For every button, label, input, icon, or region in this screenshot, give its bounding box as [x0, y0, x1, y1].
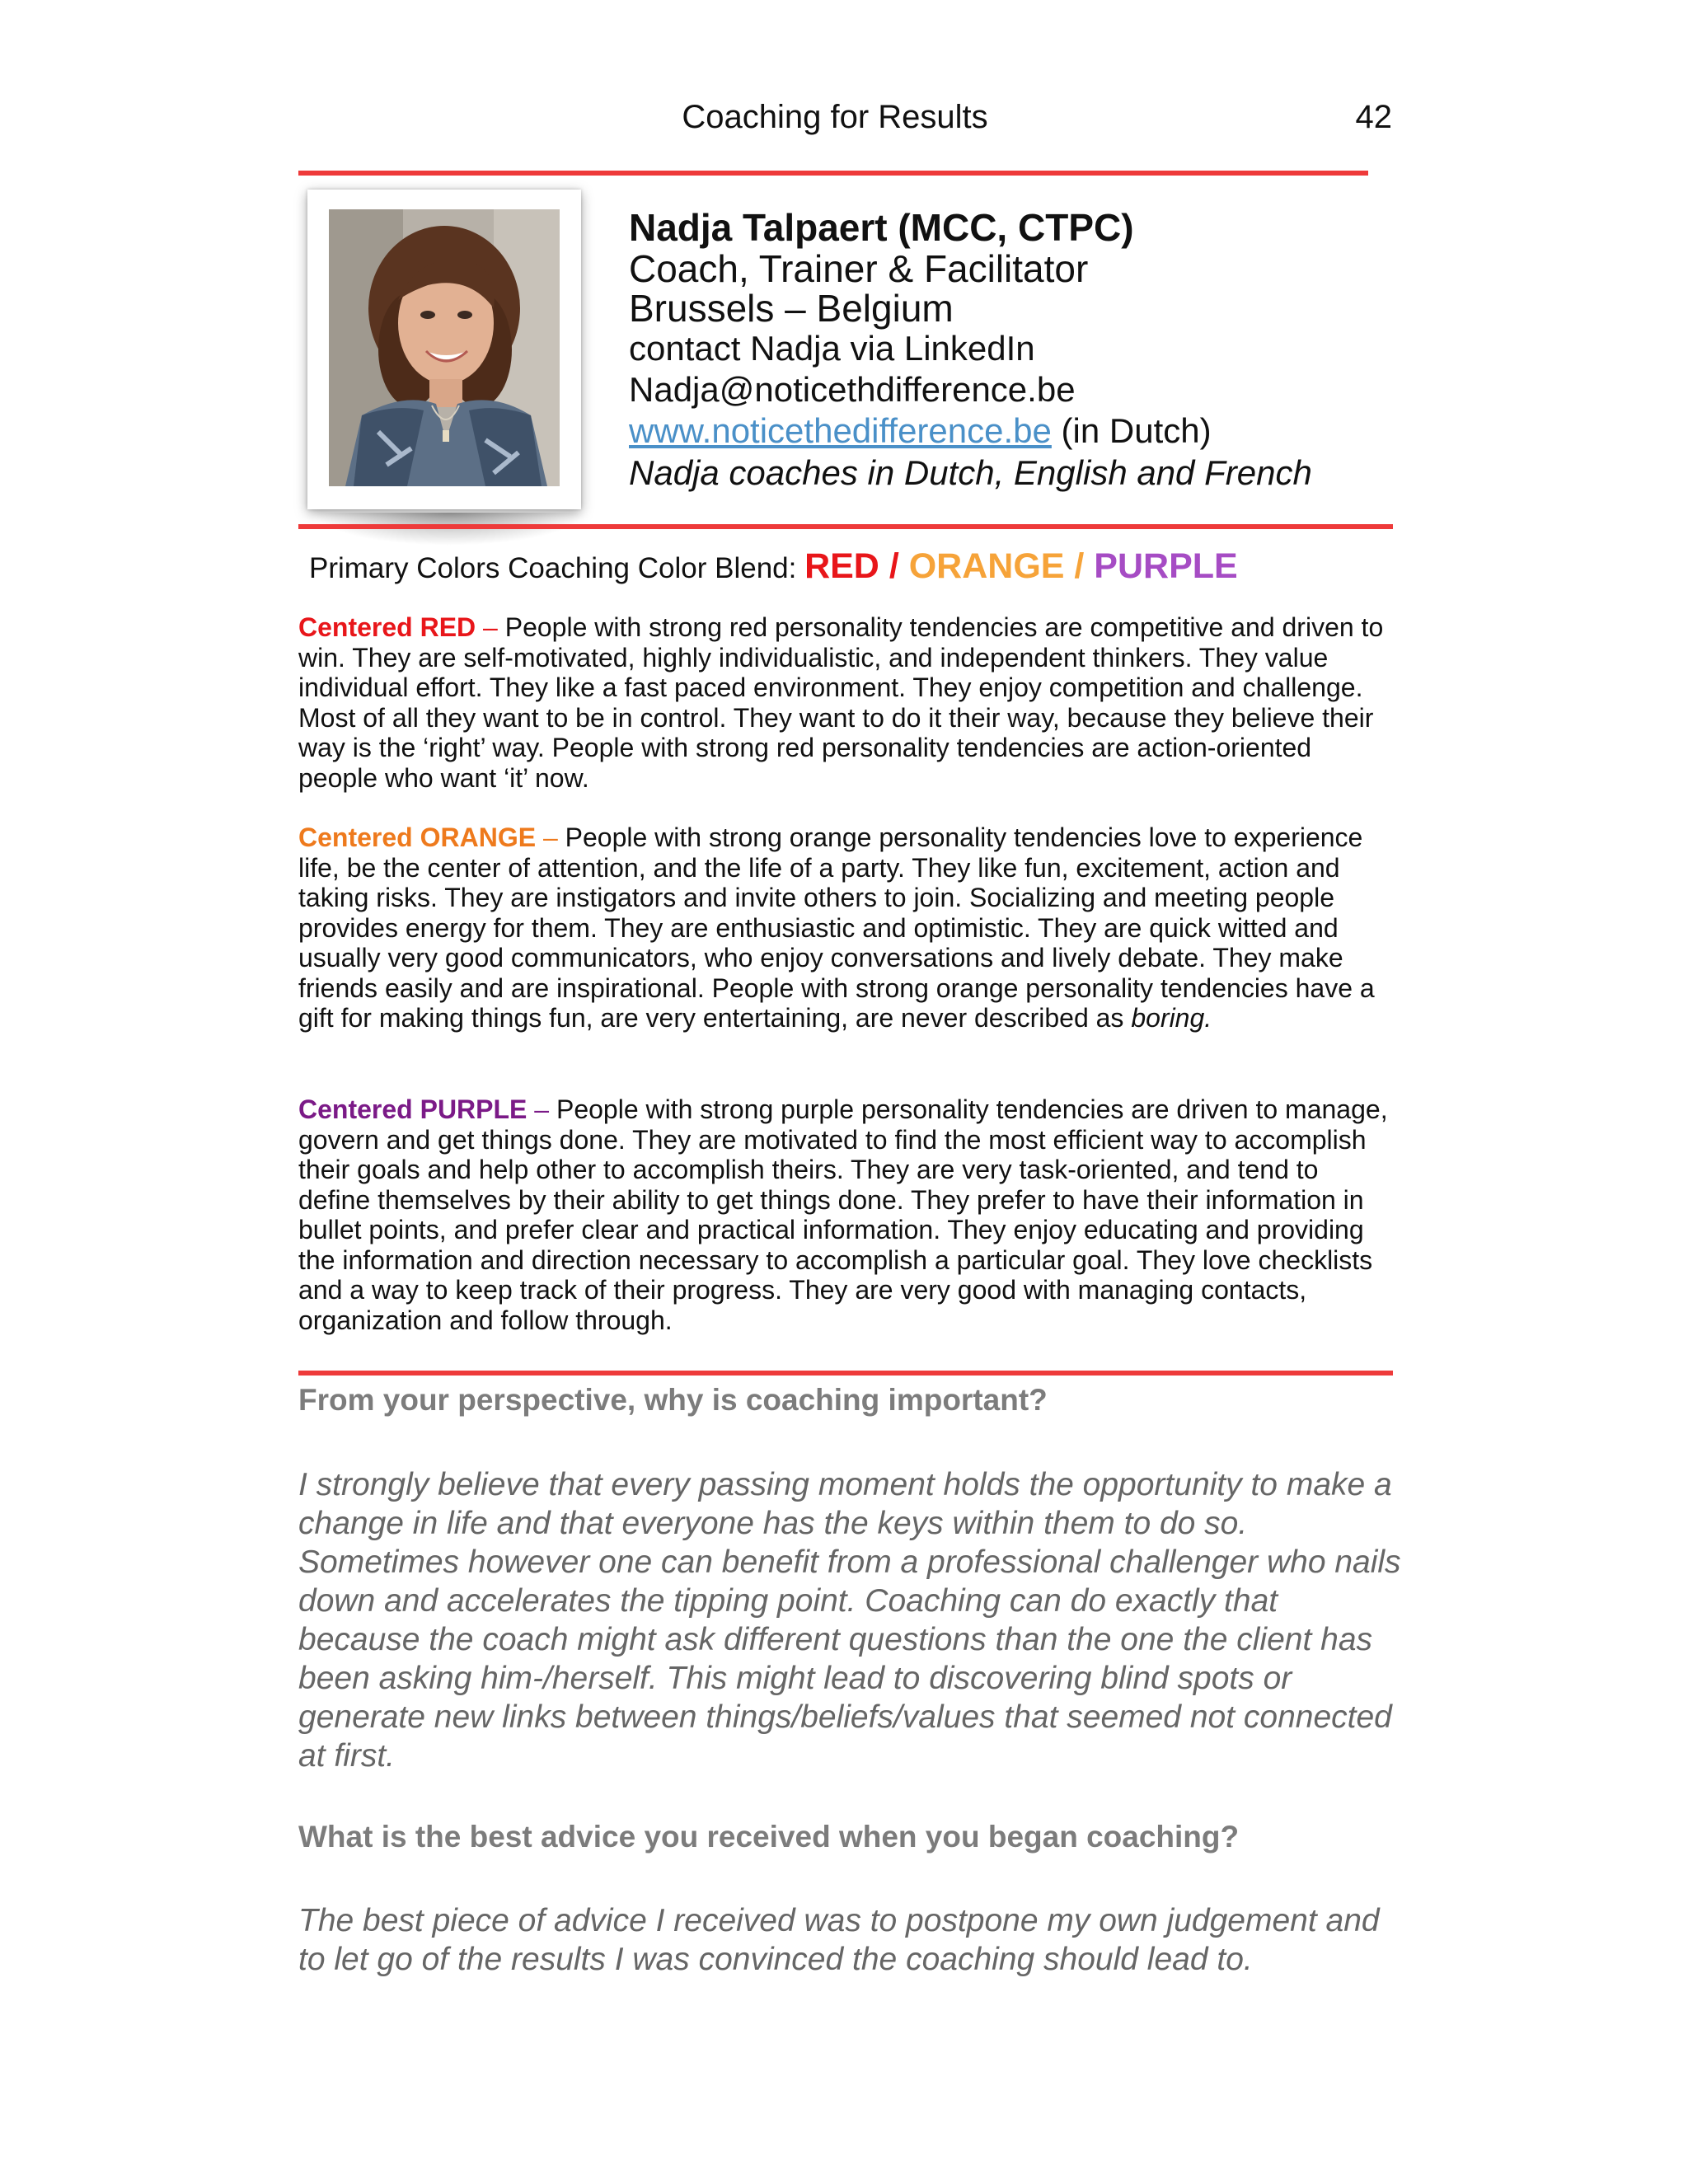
description-orange-text: People with strong orange personality tendencies love to experience life, be the center of attention, and the life of a party. They like fun, excitement, action and taking risks. They are instigators and invite others to join. Socializing and meeting people provides energy for them. They are enthusiastic and optimistic. They are quick witted and usually very good communicators, who enjoy conversations and lively debate. They make friends easily and are inspirational. People with strong orange personality tendencies have a gift for making things fun, are very entertaining, are never described as — [298, 823, 1375, 1033]
description-red-label: Centered RED — [298, 612, 476, 642]
profile-photo-frame — [307, 190, 581, 509]
color-blend-red: RED — [804, 546, 879, 586]
description-orange-dash: – — [536, 823, 565, 852]
description-red — [298, 612, 1395, 793]
color-blend-line — [309, 546, 1238, 587]
website-note: (in Dutch) — [1051, 411, 1212, 450]
description-red-dash: – — [476, 612, 505, 642]
description-purple — [298, 1094, 1395, 1335]
divider-middle — [298, 524, 1393, 529]
page-number: 42 — [1355, 99, 1392, 135]
profile-photo — [329, 209, 560, 486]
interview-question: From your perspective, why is coaching important? — [298, 1383, 1048, 1417]
website-link[interactable]: www.noticethedifference.be — [629, 411, 1052, 450]
color-blend-purple: PURPLE — [1094, 546, 1238, 586]
portrait-image — [329, 209, 560, 486]
running-header — [299, 99, 1392, 140]
divider-top — [298, 171, 1368, 176]
profile-city: Brussels – Belgium — [629, 287, 954, 330]
profile-email: Nadja@noticethdifference.be — [629, 370, 1076, 409]
interview-answer: I strongly believe that every passing moment holds the opportunity to make a change in life and that everyone has the keys within them to do so. Sometimes however one can benefit from a professional challenger who nails down and accelerates the tipping point. Coaching can do exactly that because the coach might ask different questions than the one the client has been asking him-/herself. This might lead to discovering blind spots or generate new links between things/beliefs/values that seemed not connected at first. — [298, 1467, 1401, 1774]
profile-role: Coach, Trainer & Facilitator — [629, 247, 1089, 290]
description-purple-label: Centered PURPLE — [298, 1094, 528, 1124]
interview-answer: The best piece of advice I received was to postpone my own judgement and to let go of the results I was convinced the coaching should lead to. — [298, 1903, 1380, 1977]
running-title: Coaching for Results — [682, 99, 988, 135]
profile-contact: contact Nadja via LinkedIn — [629, 329, 1035, 368]
color-blend-separator: / — [879, 546, 909, 586]
profile-block — [629, 206, 1371, 494]
color-blend-orange: ORANGE — [908, 546, 1065, 586]
profile-name: Nadja Talpaert (MCC, CTPC) — [629, 206, 1134, 249]
color-blend-separator: / — [1064, 546, 1095, 586]
description-orange — [298, 823, 1395, 1033]
color-blend-label: Primary Colors Coaching Color Blend: — [309, 552, 805, 584]
photo-shadow — [313, 513, 585, 546]
description-orange-emphasis: boring. — [1131, 1003, 1212, 1033]
divider-bottom — [298, 1371, 1393, 1376]
description-purple-text: People with strong purple personality tendencies are driven to manage, govern and get things done. They are motivated to find the most efficient way to accomplish their goals and help other to accomplish theirs. They are very task-oriented, and tend to define themselves by their ability to get things done. They prefer to have their information in bullet points, and prefer clear and practical information. They enjoy educating and providing the information and direction necessary to accomplish a particular goal. They love checklists and a way to keep track of their progress. They are very good with managing contacts, organization and follow through. — [298, 1094, 1388, 1335]
description-red-text: People with strong red personality tendencies are competitive and driven to win. They are self-motivated, highly individualistic, and independent thinkers. They value individual effort. They like a fast paced environment. They enjoy competition and challenge. Most of all they want to be in control. They want to do it their way, because they believe their way is the ‘right’ way. People with strong red personality tendencies are action-oriented people who want ‘it’ now. — [298, 612, 1384, 793]
description-purple-dash: – — [527, 1094, 556, 1124]
description-orange-label: Centered ORANGE — [298, 823, 537, 852]
profile-website-line — [629, 410, 1371, 452]
interview-question: What is the best advice you received when you began coaching? — [298, 1820, 1240, 1854]
profile-languages: Nadja coaches in Dutch, English and French — [629, 453, 1312, 492]
